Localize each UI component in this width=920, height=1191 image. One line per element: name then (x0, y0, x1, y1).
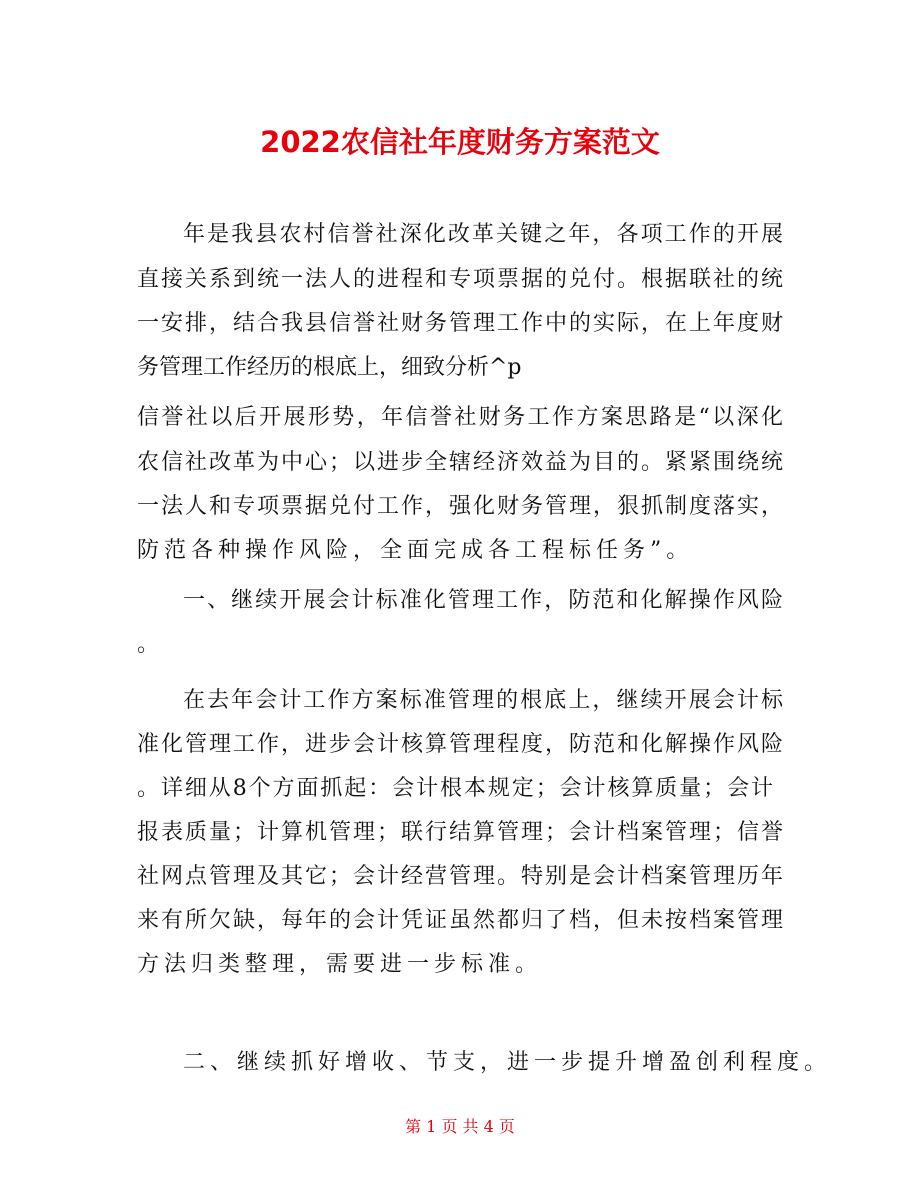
paragraph-line: 。详细从8个方面抓起：会计根本规定；会计核算质量；会计 (137, 776, 773, 801)
paragraph-line: 报表质量；计算机管理；联行结算管理；会计档案管理；信誉 (137, 820, 783, 845)
paragraph-line: 社网点管理及其它；会计经营管理。特别是会计档案管理历年 (137, 864, 783, 889)
paragraph-line: 农信社改革为中心；以进步全辖经济效益为目的。紧紧围绕统 (137, 450, 783, 475)
paragraph-line: 一安排，结合我县信誉社财务管理工作中的实际，在上年度财 (137, 311, 783, 336)
section-heading-2: 二、继续抓好增收、节支，进一步提升增盈创利程度。 (183, 1050, 832, 1075)
paragraph-line: 直接关系到统一法人的进程和专项票据的兑付。根据联社的统 (137, 267, 783, 292)
paragraph-line: 。 (137, 632, 160, 657)
paragraph-line: 信誉社以后开展形势，年信誉社财务工作方案思路是“以深化 (137, 405, 783, 430)
paragraph-line: 来有所欠缺，每年的会计凭证虽然都归了档，但未按档案管理 (137, 908, 783, 933)
paragraph-line: 防范各种操作风险，全面完成各工程标任务”。 (137, 538, 694, 563)
paragraph-line: 一法人和专项票据兑付工作，强化财务管理，狠抓制度落实， (137, 494, 783, 519)
paragraph-line: 年是我县农村信誉社深化改革关键之年，各项工作的开展 (183, 222, 783, 247)
page-number: 第 1 页 共 4 页 (405, 1117, 515, 1136)
paragraph-line: 方法归类整理，需要进一步标准。 (137, 952, 543, 977)
paragraph-line: 准化管理工作，进步会计核算管理程度，防范和化解操作风险 (137, 732, 783, 757)
paragraph-line: 务管理工作经历的根底上，细致分析^p (137, 355, 522, 380)
section-heading-1: 一、继续开展会计标准化管理工作，防范和化解操作风险 (183, 588, 783, 613)
paragraph-line: 在去年会计工作方案标准管理的根底上，继续开展会计标 (183, 688, 783, 713)
document-title: 2022农信社年度财务方案范文 (260, 125, 660, 159)
